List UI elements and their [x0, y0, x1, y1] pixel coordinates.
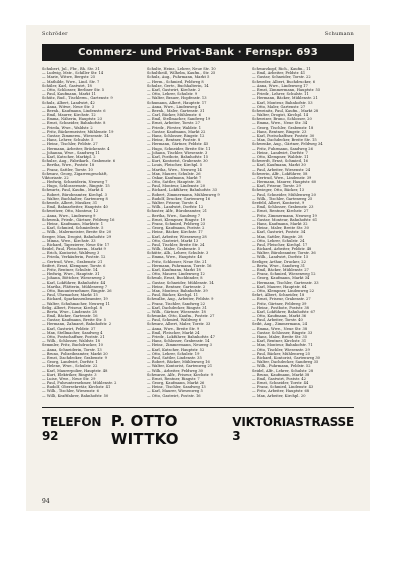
directory-entry: — Rudolf, Obersekretär, Kirchstr. 41 — [42, 385, 111, 390]
directory-entry: — Karl, Friseur, Torstr. 29 — [252, 184, 301, 189]
directory-entry: — Ernst, Dachdecker, Grabenstr. 9 — [42, 355, 107, 360]
directory-entry: — Max, Monteur, Bahnhofstr. 39 — [147, 288, 208, 293]
directory-entry: — Walter, Buchhalter, Gartenweg 8 — [42, 196, 108, 201]
directory-entry: — Louis, Fleischer, Kirchpl. 5 — [147, 163, 203, 168]
directory-entry: — Hermann, Zahnarzt, Bahnhofstr. 2 — [42, 322, 112, 327]
directory-entry: — Hans, Lehrer, Schulstr. 5 — [42, 138, 94, 143]
directory-entry: — Wilh., Tischler, Wiesenstr. 6 — [42, 389, 99, 394]
directory-entry: — Friedr., Förster, Waldstr. 1 — [147, 125, 202, 130]
directory-entry: — Karl, Maurer, Hauptstr. 64 — [252, 284, 307, 289]
directory-entry: — Gustav, Zimmerm., Wiesenstr. 14 — [42, 134, 109, 138]
directory-entry: — Emil, Bäcker, Gartenstr. 16 — [42, 314, 98, 319]
directory-entry: — Emil, Fleischer, Markt 24 — [147, 330, 200, 335]
directory-entry: — Fritz, Rentner, Schulstr. 14 — [42, 268, 98, 272]
directory-entry: — Johann, Böttcher, Wiesenweg 2 — [42, 276, 106, 281]
directory-entry: — Hugo, Schlossermstr., Ringstr. 15 — [42, 184, 110, 189]
directory-entry: — Ernst, Friseur, Grabenstr. 27 — [252, 297, 311, 302]
directory-entry: — Franz, Schmied, Feldweg 23 — [147, 221, 206, 226]
directory-entry: — Karl, Arbeiter, Wiesenweg 28 — [147, 234, 207, 239]
directory-entry: — Otto, Kaufmann, Markt 36 — [252, 314, 307, 319]
directory-entry: — Heinr., Postbote, Poststr. 38 — [252, 305, 309, 310]
directory-entry: Schwarzkopf, Rich., Kaufm., 11 — [252, 67, 311, 71]
directory-entry: Schwenke, Aug., Gärtner, Feldweg 34 — [252, 142, 323, 147]
directory-entry: Schwanke, Otto, Kaufm., Poststr. 27 — [147, 314, 215, 319]
directory-entry: — Emil, Bäcker, Mühlenstr. 27 — [252, 268, 309, 272]
directory-entry: Schulze, Gertr., Buchhalterin, 14 — [147, 83, 209, 88]
directory-entry: — Hermann, Bäcker, Mühlenstr. 21 — [252, 96, 318, 101]
directory-entry: — Oskar, Kaufmann, Markt 7 — [147, 175, 202, 180]
directory-entry: — Richard, Tapezierer, Neue Str. 17 — [42, 242, 110, 247]
page-number: 94 — [42, 498, 50, 505]
directory-entry: Schuster, Alfr., Bürobeamter, 21 — [147, 209, 208, 214]
directory-entry: — Heinr., Zimmermann, Neuweg 3 — [147, 343, 212, 348]
directory-entry: — Hans, Kaufmann, Markt 32 — [252, 221, 308, 226]
directory-entry: Schulz, Aug., Fuhrmann, Markt 5 — [147, 75, 210, 80]
directory-entry: — Hermann, Gärtner, Feldstr. 45 — [147, 142, 209, 147]
directory-entry: — Karl, Postschaffner, Poststr. 30 — [252, 134, 315, 138]
directory-entry: — Ernst, Rentner, Ringstr. 7 — [147, 376, 200, 381]
directory-entry: — Emil, Schlosser, Grabenstr. 23 — [252, 205, 314, 210]
directory-entry: — Kurt, Kontorist, Grabenstr. 30 — [147, 159, 208, 164]
running-head — [42, 31, 354, 38]
directory-entry: — Wilh., Schlosser, Waldstr. 18 — [42, 339, 100, 344]
directory-entry: — Otto, Klempner, Lindenweg 22 — [252, 288, 315, 293]
directory-entry: — Otto, Postschaffner, Poststr. 21 — [42, 335, 105, 339]
directory-entry: — Karl, Gastwirt, Feldstr. 37 — [42, 326, 96, 331]
directory-entry: — Paul, Tischler, Breite Str. 24 — [147, 242, 205, 247]
directory-entry: — Karl, Rentner, Kirchstr. 31 — [252, 339, 307, 344]
directory-entry: — Hedwig, Schneiderin, Neuweg 7 — [42, 180, 108, 185]
footer-advertisement — [42, 412, 354, 448]
directory-entry: — Heinr., Bäcker, Kirchstr. 17 — [147, 230, 203, 235]
directory-entry: — Martha, Plätterin, Mühlenweg 7 — [42, 284, 108, 289]
directory-page — [26, 25, 370, 511]
directory-entry: — Bernh., Kaufmann, Lindenstr. 6 — [42, 108, 106, 113]
directory-entry: — Paul, Monteur, Lindenstr. 20 — [147, 184, 206, 189]
directory-entry: — Walter, Schuhmacher, Neuweg 11 — [42, 301, 111, 306]
directory-entry: — Wilh., Fuhrmann, Feldstr. 52 — [252, 364, 311, 369]
directory-entry: — Walter, Drogist, Kirchpl. 14 — [252, 113, 309, 118]
directory-entry: — Richard, Lokführer, Bahnhofstr. 33 — [147, 188, 217, 193]
directory-entry: — Gertrud, Wwe., Lindenstr. 39 — [252, 175, 312, 180]
directory-entry: — Georg, Kaufmann, Markt 26 — [147, 381, 205, 386]
directory-entry: Seidel, Alfr., Lehrer, Schulstr. 28 — [252, 368, 314, 373]
directory-entry: — Wilh., Arbeiter, Feldweg 30 — [147, 368, 204, 373]
directory-entry: — Emil, Maurer, Kirchstr. 12 — [42, 113, 96, 118]
directory-entry: — Karl, Gastwirt, Kirchstr. 2 — [147, 87, 201, 92]
directory-entry: Schwarze, Alfr., Friseur, Kirchstr. 9 — [147, 372, 214, 377]
directory-entry: — Otto, Lehrer, Schulstr. 24 — [252, 238, 305, 243]
directory-entry: — Johann, Tischler, Wiesenstr. 3 — [147, 150, 208, 155]
directory-entry: — Paul, Sattler, Lindenstr. 35 — [147, 355, 202, 360]
directory-entry: — Gertrud, Wwe., Grabenstr. 21 — [42, 259, 103, 264]
directory-entry: — Robert, Bürobeamter, Kirchpl. 3 — [42, 192, 108, 197]
directory-entry: — Hugo, Schneider, Breite Str. 11 — [147, 146, 211, 151]
directory-entry: — Bruno, Polizeibeamter, Markt 20 — [42, 351, 108, 356]
directory-entry: — Paul, Bäcker, Mühlenweg 25 — [252, 351, 311, 356]
directory-column-1 — [42, 67, 144, 403]
directory-entry: — Anna, Wwe., Lindenweg 17 — [252, 83, 308, 88]
directory-entry: — Karl, Lokführer, Bahnhofstr. 67 — [252, 309, 316, 314]
footer-ad-phone: TELEFON 92 — [42, 415, 102, 443]
directory-entry: — Heinr., Maler, Breite Str. 30 — [252, 226, 309, 231]
directory-entry: — Ernst, Arbeiter, Torstr. 27 — [147, 121, 200, 126]
directory-entry: — Paul, Arbeiter, Torstr. 40 — [252, 318, 303, 323]
directory-entry: — Richard, Sparkassenbeamter, 19 — [42, 297, 108, 302]
directory-entry: — Otto, Lehrer, Schulstr. 9 — [147, 92, 198, 97]
directory-entry: — Friedr., Lehrer, Schulstr. 11 — [252, 92, 309, 97]
directory-entry: — Walter, Dachdecker, Sandweg 35 — [252, 360, 319, 365]
directory-entry: — Emil, Arbeiter, Feldstr. 41 — [252, 71, 306, 76]
directory-entry: — Robert, Zimmermann, Mühlenweg 9 — [147, 192, 220, 197]
directory-entry: — Gustav, Schneider, Mühlenstr. 14 — [147, 280, 214, 285]
directory-entry: — Otto, Bauunternehmer, Ringstr. 26 — [42, 288, 112, 293]
footer-ad-street: VIKTORIASTRASSE 3 — [232, 415, 354, 443]
directory-entry: — Rudolf, Drucker, Gartenweg 16 — [147, 196, 211, 201]
directory-entry: Schwede, Albert, Musiker, 31 — [42, 201, 98, 205]
directory-entry: — Gustav, Kaufmann, Breite Str. 5 — [42, 318, 106, 323]
directory-entry: — Heinr., Landwirt, Dorfstr. 7 — [252, 150, 308, 155]
directory-entry: — Walter, Kontorist, Gartenweg 21 — [147, 364, 213, 369]
bottom-divider — [42, 407, 354, 408]
directory-entry: Schulte, Heinr., Lehrer, Neue Str. 10 — [147, 67, 216, 71]
directory-entry: Schumann, Albert, Hauptstr. 17 — [147, 100, 207, 105]
directory-entry: — Bruno, Kaufmann, Markt 38 — [252, 372, 310, 377]
directory-entry: — Karl, Dachdecker, Ringstr. 31 — [147, 305, 207, 310]
directory-entry: Seefeld, Albert, Kontorist, 9 — [252, 201, 305, 205]
directory-entry: — Paul, Fleischer, Kirchpl. 17 — [252, 242, 308, 247]
directory-entry: — Emma, Wwe., Hauptstr. 46 — [147, 255, 203, 260]
directory-entry: — Ernst, Klempner, Ringstr. 19 — [147, 217, 206, 222]
directory-entry: — Otto, Schlosser, Berliner Str. 5 — [42, 87, 105, 92]
directory-entry: — Karl, Maurerpolier, Hauptstr. 48 — [42, 368, 108, 373]
directory-entry: — Anna, Wwe., Lindenweg 9 — [42, 213, 96, 218]
directory-entry: Schweder, Albert, Buchdrucker, 6 — [252, 79, 316, 84]
directory-entry: Schwenk, Friedr., Gärtner, Feldweg 16 — [42, 217, 115, 222]
directory-entry: Schultheiß, Wilhelm, Kaufm., Str. 25 — [147, 71, 216, 76]
directory-entry: — Karl, Lokführer, Bahnhofstr. 44 — [42, 280, 106, 285]
directory-entry: Schweizer, Bruno, Schlosser, 20 — [252, 117, 312, 122]
directory-entry: — Karl, Monteur, Bahnhofstr. 53 — [252, 100, 313, 105]
directory-entry: — Richard, Arbeiter, Feldstr. 48 — [252, 247, 312, 252]
directory-entry: Sehrt, Albert, Schneider, 18 — [252, 293, 305, 298]
directory-entry: — Berta, Wwe., Lindenstr. 28 — [42, 309, 97, 314]
directory-entry: — Franz, Schmied, Lindenstr. 43 — [252, 385, 314, 390]
directory-columns — [42, 67, 354, 403]
directory-entry: — Paul, Arbeiter, Wiesenstr. 24 — [252, 167, 311, 172]
directory-entry: — Gustav, Kaufmann, Markt 22 — [147, 129, 206, 134]
directory-entry: — Marie, Witwe, Bergstr. 25 — [42, 75, 96, 80]
directory-entry: — Kurt, Elektriker, Ringstr. 3 — [42, 372, 97, 377]
directory-entry: — Walter, Brauer, Hopfenstr. 13 — [147, 96, 207, 101]
directory-entry: — Fritz, Fuhrmann, Sandweg 26 — [252, 146, 313, 151]
directory-entry: Semmler, Fritz, Buchdrucker, 10 — [42, 343, 103, 348]
directory-entry: — Paul, Schneider, Mühlenweg 20 — [252, 192, 316, 197]
directory-entry: — Wilh., Landwirt, Dorfstr. 15 — [252, 255, 309, 260]
directory-entry: — Heinr., Tischler, Feldstr. 27 — [42, 142, 98, 147]
directory-entry: — Gustav, Schlosser, Ringstr. 33 — [252, 330, 313, 335]
directory-entry: — Karl, Schmied, Schmiedestr. 5 — [42, 226, 104, 231]
directory-entry: — Walter, Friseur, Torstr. 4 — [147, 201, 198, 205]
directory-entry: — Fritz, Zimmermann, Neuweg 19 — [252, 213, 317, 218]
directory-entry: — Franz, Sattler, Torstr. 10 — [42, 167, 93, 172]
directory-column-3 — [252, 67, 354, 403]
directory-entry: Schwalbe, Aug., Arbeiter, Feldstr. 9 — [147, 297, 214, 302]
directory-entry: — Fritz, Bäckermeister, Mühlenstr. 19 — [42, 129, 114, 134]
directory-entry: — Otto, Lehrer, Schulstr. 19 — [147, 351, 200, 356]
directory-entry: — Johanna, Wwe., Sandweg 11 — [42, 150, 100, 155]
directory-entry: — Hermann, Fuhrmann, Torstr. 16 — [147, 263, 212, 268]
directory-entry: — Luise, Wwe., Neue Str. 29 — [42, 376, 96, 381]
banner-text: Commerz- und Privat-Bank · Fernspr. 693 — [78, 47, 318, 58]
running-head-right: Schumann — [324, 31, 354, 37]
directory-entry: Schwartz, Paul, Kaufm., Markt 4 — [42, 188, 103, 193]
directory-entry: — Emil, Stellmacher, Sandweg 19 — [147, 117, 211, 122]
directory-entry: Seifert, Ernst, Klempner, Torstr. 6 — [42, 263, 106, 268]
directory-entry: — Heinr., Rentner, Poststr. 8 — [147, 138, 201, 143]
directory-entry: — Ludwig, Mstr., Schiller Str. 14 — [42, 71, 104, 76]
directory-entry: — Otto, Tischler, Wiesenstr. 29 — [252, 347, 310, 352]
directory-entry: Schwerdt, Ernst, Schmied, 16 — [252, 159, 308, 164]
bank-advertisement-banner — [42, 44, 354, 61]
directory-entry: — Otto, Maurer, Lindenweg 12 — [147, 272, 205, 277]
directory-entry: — Gustav, Schneider, Torstr. 22 — [252, 75, 311, 80]
directory-entry: — Friedr., Lokführer, Bahnhofstr. 47 — [147, 335, 215, 339]
directory-entry: — Hans, Schlosser, Ringstr. 12 — [147, 134, 205, 138]
directory-entry: — Anna, Wwe., Breite Str. 9 — [147, 326, 200, 331]
directory-entry: — Heinr., Kaufmann, Marktstr. 1 — [42, 221, 104, 226]
directory-entry: — Emma, Wwe., Neue Str. 34 — [252, 121, 308, 126]
directory-entry: — Hedwig, Wwe., Hauptstr. 31 — [42, 272, 100, 277]
directory-entry: — Helene, Wwe., Schulstr. 22 — [42, 364, 98, 369]
directory-entry: — Max, Sattler, Ringstr. 28 — [252, 234, 303, 239]
directory-entry: Schulze, Aug., Fabrikarb., Grabenstr. 6 — [42, 159, 116, 164]
directory-entry: — Max, Dachdecker, Breite Str. 15 — [252, 138, 317, 143]
directory-entry: — Franz, Schmied, Wiesenweg 12 — [252, 272, 316, 277]
directory-entry: — Emma, Wwe., Neue Str. 38 — [252, 326, 308, 331]
directory-entry: — Wilh., Landwirt, Dorfstr. 12 — [147, 205, 204, 210]
directory-entry: — Robert, Bäcker, Mühlenweg 16 — [147, 360, 210, 365]
directory-entry: Viktoriastr. 22 — [42, 175, 69, 180]
directory-entry: — Heinr., Rentner, Gartenstr. 2 — [147, 284, 206, 289]
directory-entry: — Max, Monteur, Bahnhofstr. 71 — [252, 343, 313, 348]
directory-entry: — Paul, Schmied, Waldweg 6 — [147, 318, 202, 323]
running-head-left: Schröder — [42, 31, 68, 37]
directory-entry: — Anna, Schneiderin, Torstr. 13 — [42, 347, 102, 352]
directory-entry: — Otto, Gastwirt, Markt 13 — [147, 238, 199, 243]
directory-entry: — Frieda, Wwe., Waldstr. 2 — [42, 125, 93, 130]
directory-entry: — Georg, Landwirt, Dorfstr. 1 — [42, 360, 98, 365]
directory-entry: — Minna, Wwe., Kirchstr. 33 — [42, 238, 96, 243]
directory-entry: — Erich, Kontorist, Waldweg 3 — [42, 251, 100, 256]
directory-entry: — Ernst, Rentner, Kirchstr. 27 — [252, 209, 309, 214]
directory-entry: Seeliger, Arthur, Drucker, 22 — [252, 259, 306, 264]
directory-entry: — Walter, Bürobeamter, Torstr. 36 — [252, 251, 316, 256]
directory-entry: Schweinitz, Paul, Kaufm., Markt 28 — [252, 108, 319, 113]
directory-entry: — Emil, Bahnarbeiter, Hauptstr. 40 — [42, 205, 108, 210]
directory-entry: — Otto, Klempner, Waldstr. 11 — [252, 154, 309, 159]
directory-entry: — Karl, Kaufmann, Markt 30 — [252, 163, 306, 168]
directory-entry: — Georg, Kaufmann, Poststr. 2 — [147, 226, 205, 231]
directory-entry: — Anna, Wwe., Lindenweg 4 — [147, 104, 201, 109]
directory-entry: — Bernh., Maler, Gartenstr. 31 — [147, 108, 205, 113]
directory-entry: — Frieda, Verkäuferin, Poststr. 12 — [42, 255, 106, 260]
directory-entry: — Karl, Maurer, Wiesenweg 5 — [147, 389, 203, 394]
directory-entry: — Georg, Kaufmann, Markt 34 — [252, 276, 310, 281]
directory-entry: — Bertha, Wwe., Poststr. 18 — [42, 163, 95, 168]
directory-entry: — Emil, Gastwirt, Poststr. 42 — [252, 376, 306, 381]
directory-entry: — Ernst, Schneider, Torstr. 44 — [252, 381, 309, 386]
directory-entry: — Karl, Kutscher, Marktpl. 2 — [42, 154, 96, 159]
directory-entry: — Franz, Tischler, Sandweg 22 — [147, 301, 206, 306]
directory-entry: — Wilh., Malermeister, Breite Str. 20 — [42, 230, 112, 235]
directory-entry: Schubert, Jul., Fbr., Bh. Str. 31 — [42, 67, 100, 71]
directory-entry: — Martha, Wwe., Neuweg 14 — [147, 167, 202, 172]
directory-entry: — Karl, Postbote, Bahnhofstr. 15 — [147, 154, 209, 159]
directory-entry: Seidel, Paul, Fleischerm., Markt 9 — [42, 247, 106, 252]
directory-entry: — Paul, Fuhrunternehmer, Mühlenstr. 2 — [42, 381, 117, 386]
directory-entry: — Hermann, Tischler, Gartenstr. 33 — [252, 280, 319, 285]
directory-entry: — Wilh., Maler, Grabenstr. 5 — [147, 247, 201, 252]
directory-entry: — Heinr., Tischler, Sandweg 13 — [147, 385, 206, 390]
directory-entry: — Georg, Tischler, Grabenstr. 18 — [252, 125, 314, 130]
directory-entry: — Otto, Gastwirt, Poststr. 16 — [147, 393, 201, 398]
directory-entry: Selig, Albert, Friseur, Kirchpl. 8 — [42, 305, 102, 310]
directory-column-2 — [147, 67, 249, 403]
directory-entry: — Max, Arbeiter, Kirchpl. 20 — [252, 393, 306, 398]
directory-entry: — Richard, Kontorist, Gartenweg 30 — [252, 355, 321, 360]
directory-entry: Schwarz, Albert, Maler, Torstr. 33 — [147, 322, 211, 327]
directory-entry: — Hans, Rentner, Ringstr. 23 — [252, 129, 307, 134]
directory-entry: — Karl, Gastwirt, Poststr. 34 — [252, 230, 306, 235]
directory-entry: — Mathilde, Wwe., Lind. Str. 7 — [42, 79, 100, 84]
directory-entry: — Otto, Sattler, Hauptstr. 38 — [147, 180, 201, 185]
directory-entry: Seibt, Aug., Zimmermann, 24 — [252, 322, 308, 327]
directory-entry: — Anna, Witwe, Neue Str. 3 — [42, 104, 95, 109]
directory-entry: — Max, Maurer, Schulstr. 26 — [147, 171, 201, 176]
directory-entry: — Ernst, Schneider, Bahnhofstr. 8 — [42, 121, 106, 126]
directory-entry: — Paul, Bäcker, Kirchpl. 11 — [147, 293, 199, 298]
directory-entry: Schütte, Alb., Lehrer, Schulstr. 3 — [147, 251, 209, 256]
directory-entry: — Karl, Kutscher, Hauptstr. 52 — [147, 347, 205, 352]
directory-entry: — Hans, Maler, Breite Str. 35 — [252, 335, 308, 339]
directory-entry: Schütz, Rud., Tischlerm., Gartenstr. 9 — [42, 96, 113, 101]
directory-entry: — Otto, Maler, Gartenstr. 27 — [252, 104, 306, 109]
directory-entry: Schulz, Albert, Landwirt, 42 — [42, 100, 95, 105]
directory-entry: — Paul, Kaufmann, Markt 11 — [42, 92, 96, 97]
directory-entry: — Max, Stellmacher, Sandweg 4 — [42, 330, 103, 335]
directory-entry: Schüler, Karl, Gastwirt, 18 — [42, 83, 92, 88]
directory-entry: — Bertha, Wwe., Sandweg 7 — [147, 213, 201, 218]
directory-entry: Schwieger, Otto, Bäcker, 13 — [252, 188, 305, 193]
directory-entry: — Gustav, Monteur, Bahnhofstr. 61 — [252, 217, 318, 222]
directory-entry: — Emma, Näherin, Hauptstr. 23 — [42, 117, 103, 122]
directory-entry: Schwab, Ernst, Buchbinder, 8 — [147, 276, 203, 281]
directory-entry: — Hermann, Maurer, Hauptstr. 60 — [252, 180, 317, 185]
directory-entry: — Wilh., Gärtner, Wiesenstr. 18 — [147, 309, 206, 314]
directory-entry: Schweitzer, Otto, Monteur, 12 — [42, 209, 99, 214]
directory-entry: — Ernst, Zimmermann, Hauptstr. 55 — [252, 87, 321, 92]
directory-entry: — Hermann, Arbeiter, Brückenstr. 4 — [42, 146, 110, 151]
directory-entry: — Fritz, Gärtner, Feldweg 39 — [252, 301, 307, 306]
directory-entry: — Willi, Kraftfahrer, Bahnhofstr. 50 — [42, 393, 109, 398]
directory-entry: — Herm., Schmied, Feldweg 8 — [147, 79, 204, 84]
directory-entry: — Fritz, Arbeiter, Hauptstr. 68 — [252, 389, 310, 394]
directory-entry: Seeger, Max, Drogist, Bahnhofstr. 29 — [42, 234, 112, 239]
directory-entry: Schwarz, Georg, Zigarrengeschäft, — [42, 171, 108, 176]
directory-entry: — Carl, Bäcker, Mühlenstr. 6 — [147, 113, 201, 118]
directory-entry: — Hans, Schlosser, Grabenstr. 14 — [147, 339, 210, 344]
footer-ad-firm: P. OTTO WITTKO — [110, 412, 179, 448]
directory-entry: — Fritz, Schlosser, Neue Str. 21 — [147, 259, 207, 264]
directory-entry: Schwerin, Alfr., Lokführer, 58 — [252, 171, 308, 176]
directory-entry: — Karl, Kaufmann, Markt 18 — [147, 268, 201, 272]
directory-entry: — Wilh., Tischler, Gartenweg 25 — [252, 196, 313, 201]
directory-entry: — Paul, Uhrmacher, Markt 15 — [42, 293, 98, 298]
directory-entry: — Berta, Wwe., Sandweg 31 — [252, 263, 306, 268]
